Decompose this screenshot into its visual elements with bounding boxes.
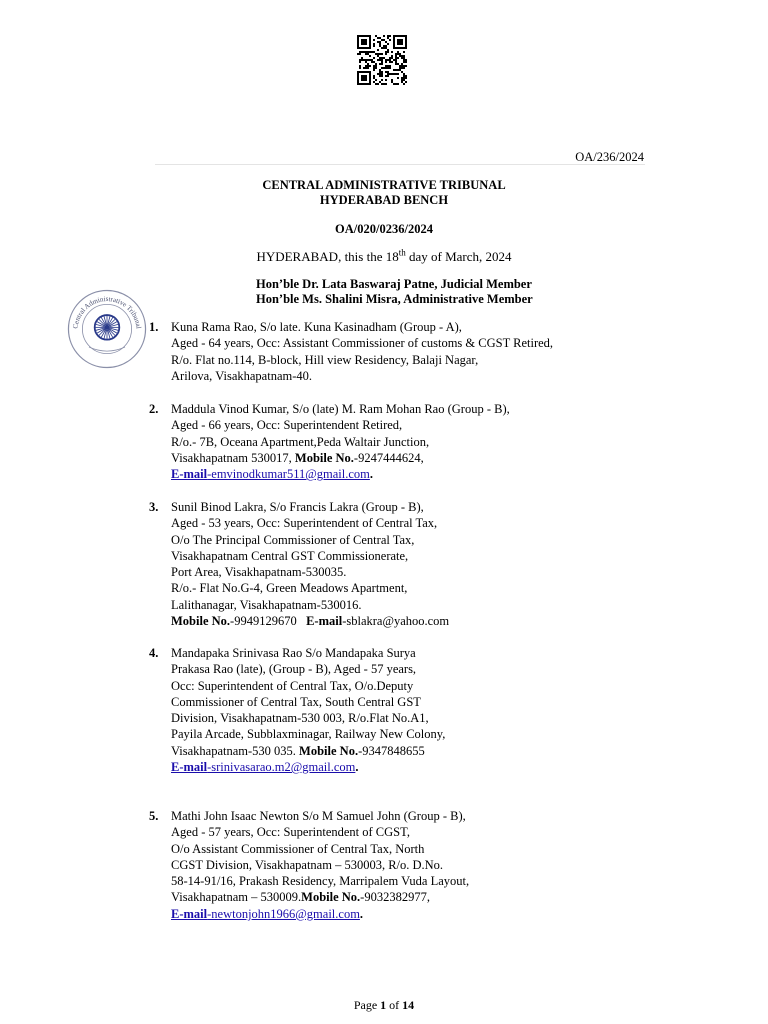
- email-period: .: [359, 906, 364, 921]
- party-5: [149, 808, 649, 922]
- party-line: Kuna Rama Rao, S/o late. Kuna Kasinadham (Group - A),: [171, 320, 462, 334]
- party-email-line: [171, 466, 649, 482]
- party-email-line: [171, 759, 649, 775]
- party-line: Sunil Binod Lakra, S/o Francis Lakra (Group - B),: [171, 500, 424, 514]
- party-line: Mandapaka Srinivasa Rao S/o Mandapaka Surya: [171, 646, 416, 660]
- case-number: OA/020/0236/2024: [335, 222, 433, 236]
- email-label: E-mail: [171, 906, 208, 921]
- party-line: CGST Division, Visakhapatnam – 530003, R/o. D.No.: [171, 857, 444, 872]
- party-line: Arilova, Visakhapatnam-40.: [171, 368, 312, 383]
- party-number: 3.: [149, 500, 159, 514]
- address-text: Visakhapatnam-530 035.: [171, 743, 300, 758]
- party-3: [149, 499, 649, 629]
- page-total: 14: [402, 998, 415, 1012]
- mobile-label: Mobile No.: [171, 614, 231, 629]
- email-label: E-mail: [171, 760, 208, 775]
- party-number: 5.: [149, 809, 159, 823]
- email-label: E-mail: [306, 614, 343, 629]
- party-number: 4.: [149, 646, 159, 660]
- header-divider: [155, 164, 645, 165]
- mobile-label: Mobile No.: [301, 890, 361, 905]
- seal-text: Central Administrative Tribunal: [71, 295, 143, 330]
- party-email-line: [171, 906, 649, 922]
- bench-member-judicial: Hon’ble Dr. Lata Baswaraj Patne, Judicial Member: [256, 277, 532, 291]
- party-line: Port Area, Visakhapatnam-530035.: [171, 565, 347, 580]
- email-address: -newtonjohn1966@gmail.com: [207, 906, 360, 921]
- bench-member-administrative: Hon’ble Ms. Shalini Misra, Administrative Member: [256, 292, 533, 306]
- mobile-label: Mobile No.: [294, 450, 354, 465]
- mobile-label: Mobile No.: [299, 743, 359, 758]
- page-footer: [0, 998, 768, 1013]
- email-link[interactable]: [171, 760, 355, 774]
- party-number: 1.: [149, 320, 159, 334]
- party-line: Lalithanagar, Visakhapatnam-530016.: [171, 597, 362, 612]
- party-1: [149, 319, 649, 384]
- page-number: 1: [380, 998, 387, 1012]
- email-address: -srinivasarao.m2@gmail.com: [207, 760, 356, 775]
- party-line: Payila Arcade, Subblaxminagar, Railway New Colony,: [171, 727, 446, 742]
- party-line: 58-14-91/16, Prakash Residency, Marripalem Vuda Layout,: [171, 874, 470, 889]
- party-line: R/o. Flat no.114, B-block, Hill view Residency, Balaji Nagar,: [171, 352, 479, 367]
- case-reference: OA/236/2024: [575, 150, 644, 164]
- date-suffix: day of March, 2024: [405, 249, 512, 264]
- page-mid: of: [386, 998, 403, 1012]
- party-number: 2.: [149, 402, 159, 416]
- party-line: Aged - 64 years, Occ: Assistant Commissioner of customs & CGST Retired,: [171, 336, 554, 351]
- tribunal-name: CENTRAL ADMINISTRATIVE TRIBUNAL: [262, 178, 506, 192]
- email-period: .: [355, 760, 359, 775]
- qr-code: [357, 35, 407, 85]
- party-line: Aged - 53 years, Occ: Superintendent of Central Tax,: [171, 516, 438, 531]
- party-line: Commissioner of Central Tax, South Central GST: [171, 694, 421, 709]
- address-text: Visakhapatnam 530017,: [171, 450, 295, 465]
- party-mobile-line: [171, 743, 649, 759]
- order-date: [0, 249, 768, 265]
- party-2: [149, 401, 649, 482]
- mobile-number: -9347848655: [358, 743, 425, 758]
- email-link[interactable]: [171, 907, 360, 921]
- party-line: Division, Visakhapatnam-530 003, R/o.Flat No.A1,: [171, 711, 429, 726]
- party-line: Visakhapatnam Central GST Commissionerate,: [171, 548, 409, 563]
- email-label: E-mail: [171, 467, 208, 482]
- party-line: Aged - 66 years, Occ: Superintendent Retired,: [171, 418, 403, 433]
- email-address: -emvinodkumar511@gmail.com: [207, 467, 370, 482]
- party-line: Aged - 57 years, Occ: Superintendent of CGST,: [171, 825, 410, 840]
- party-line: Maddula Vinod Kumar, S/o (late) M. Ram Mohan Rao (Group - B),: [171, 402, 510, 416]
- party-line: O/o The Principal Commissioner of Central Tax,: [171, 532, 415, 547]
- date-prefix: HYDERABAD, this the 18: [256, 249, 399, 264]
- party-line: R/o.- 7B, Oceana Apartment,Peda Waltair Junction,: [171, 434, 430, 449]
- party-line: Prakasa Rao (late), (Group - B), Aged - 57 years,: [171, 662, 417, 677]
- party-contact-line: [171, 613, 649, 629]
- party-4: [149, 645, 649, 775]
- party-mobile-line: [171, 450, 649, 466]
- party-line: Mathi John Isaac Newton S/o M Samuel John (Group - B),: [171, 809, 466, 823]
- mobile-number: -9247444624,: [353, 450, 424, 465]
- party-line: R/o.- Flat No.G-4, Green Meadows Apartment,: [171, 581, 408, 596]
- page-prefix: Page: [353, 998, 381, 1012]
- mobile-number: -9949129670: [230, 614, 297, 629]
- email-link[interactable]: [171, 467, 370, 481]
- address-text: Visakhapatnam – 530009.: [171, 890, 302, 905]
- bench-name: HYDERABAD BENCH: [319, 193, 449, 207]
- tribunal-seal-icon: [66, 288, 148, 370]
- party-line: Occ: Superintendent of Central Tax, O/o.Deputy: [171, 678, 414, 693]
- party-line: O/o Assistant Commissioner of Central Tax, North: [171, 841, 425, 856]
- date-superscript: th: [398, 247, 406, 258]
- email-address[interactable]: -sblakra@yahoo.com: [342, 614, 450, 629]
- party-mobile-line: [171, 889, 649, 905]
- ashoka-chakra-icon: [95, 315, 120, 340]
- mobile-number: -9032382977,: [360, 890, 430, 905]
- email-period: .: [369, 467, 373, 482]
